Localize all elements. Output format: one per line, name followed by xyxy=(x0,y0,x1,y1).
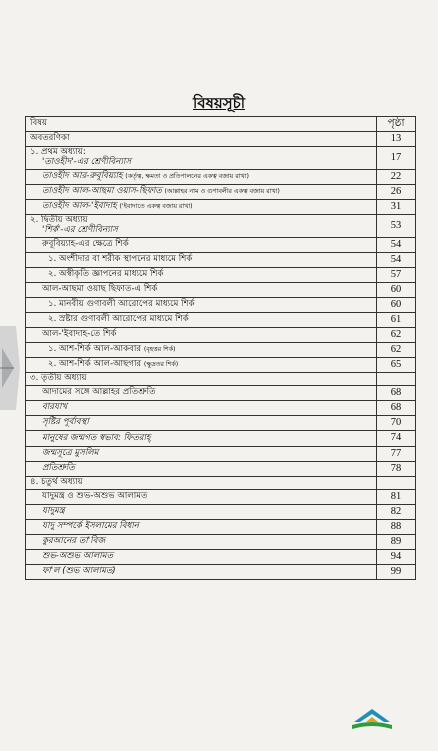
toc-entry-text: অবতরণিকা xyxy=(26,132,377,147)
toc-entry-text xyxy=(26,184,377,199)
toc-entry-text: ২. অস্বীকৃতি জ্ঞাপনের মাধ্যমে শির্ক xyxy=(26,267,377,282)
fountain-pen-watermark-icon xyxy=(0,318,22,418)
toc-row xyxy=(26,461,416,476)
toc-row xyxy=(26,298,416,313)
toc-page-number: 17 xyxy=(377,147,416,170)
toc-row xyxy=(26,386,416,401)
toc-page-number: 82 xyxy=(377,504,416,519)
table-of-contents xyxy=(25,116,416,580)
toc-entry-text: জন্মসূত্রে মুসলিম xyxy=(26,446,377,461)
toc-page-number: 89 xyxy=(377,534,416,549)
toc-row xyxy=(26,147,416,170)
toc-entry-text xyxy=(26,200,377,215)
toc-entry-text: যাদুমন্ত্র xyxy=(26,504,377,519)
entry-note: (বৃহত্তর শির্ক) xyxy=(143,346,176,354)
toc-page-number: 81 xyxy=(377,489,416,504)
toc-row xyxy=(26,267,416,282)
header-subject: বিষয় xyxy=(26,117,377,132)
chapter-heading: ২. দ্বিতীয় অধ্যায় xyxy=(30,215,88,226)
entry-note: (ক্ষুদ্রতর শির্ক) xyxy=(143,361,179,369)
toc-page-number: 62 xyxy=(377,328,416,343)
toc-row xyxy=(26,564,416,579)
toc-row xyxy=(26,283,416,298)
toc-entry-text: বারযাখ xyxy=(26,401,377,416)
toc-row xyxy=(26,343,416,358)
toc-row xyxy=(26,373,416,386)
toc-page-number xyxy=(377,373,416,386)
toc-row xyxy=(26,549,416,564)
toc-entry-text xyxy=(26,215,377,238)
toc-entry-text: ১. মানবীয় গুণাবলী আরোপের মাধ্যমে শির্ক xyxy=(26,298,377,313)
toc-row xyxy=(26,489,416,504)
toc-row xyxy=(26,200,416,215)
toc-page-number: 53 xyxy=(377,215,416,238)
toc-entry-text xyxy=(26,358,377,373)
toc-row xyxy=(26,237,416,252)
entry-title: তাওহীদ আল-'ইবাদাহ xyxy=(42,201,117,212)
toc-page-number xyxy=(377,476,416,489)
entry-title: ২. আশ-শির্ক আল-আছগার xyxy=(48,359,142,370)
toc-entry-text: যাদুমন্ত্র ও শুভ-অশুভ আলামত xyxy=(26,489,377,504)
toc-entry-text: আল-আছমা ওয়াছ ছিফাত-এ শির্ক xyxy=(26,283,377,298)
toc-entry-text: প্রতিশ্রুতি xyxy=(26,461,377,476)
entry-title: তাওহীদ আর-রুবূবিয়্যাহ xyxy=(42,170,123,181)
toc-page-number: 65 xyxy=(377,358,416,373)
publisher-logo-icon xyxy=(350,706,394,732)
chapter-subtitle: 'তাওহীদ'-এর শ্রেণীবিন্যাস xyxy=(42,157,131,167)
toc-row xyxy=(26,358,416,373)
header-page: পৃষ্ঠা xyxy=(377,117,416,132)
toc-page-number: 78 xyxy=(377,461,416,476)
toc-entry-text: সৃষ্টির পূর্বাবস্থা xyxy=(26,416,377,431)
toc-entry-text: ৩. তৃতীয় অধ্যায় xyxy=(26,373,377,386)
toc-row xyxy=(26,313,416,328)
toc-entry-text: ৪. চতুর্থ অধ্যায় xyxy=(26,476,377,489)
entry-title: ১. আশ-শির্ক আল-আকবার xyxy=(48,344,142,355)
table-header-row xyxy=(26,117,416,132)
toc-page-number: 74 xyxy=(377,431,416,446)
toc-entry-text: ১. অংশীদার বা শরীক স্থাপনের মাধ্যমে শির্ক xyxy=(26,252,377,267)
toc-entry-text xyxy=(26,147,377,170)
entry-note: (কর্তৃত্ব, ক্ষমতা ও প্রতিপালনের একত্ব বজায় রাখা) xyxy=(125,172,249,180)
toc-entry-text: শুভ-অশুভ আলামত xyxy=(26,549,377,564)
toc-row xyxy=(26,534,416,549)
toc-page-number: 68 xyxy=(377,401,416,416)
toc-page-number: 54 xyxy=(377,252,416,267)
toc-page-number: 88 xyxy=(377,519,416,534)
toc-page-number: 22 xyxy=(377,169,416,184)
toc-row xyxy=(26,169,416,184)
chapter-heading: ১. প্রথম অধ্যায়: xyxy=(30,147,86,158)
toc-row xyxy=(26,328,416,343)
toc-entry-text xyxy=(26,169,377,184)
toc-entry-text: ২. স্রষ্টার গুণাবলী আরোপের মাধ্যমে শির্ক xyxy=(26,313,377,328)
toc-page-number: 99 xyxy=(377,564,416,579)
entry-title: তাওহীদ আল-আছমা ওয়াস-ছিফাত xyxy=(42,186,162,197)
toc-page-number: 13 xyxy=(377,132,416,147)
toc-row xyxy=(26,431,416,446)
toc-page-number: 77 xyxy=(377,446,416,461)
toc-entry-text: রুবূবিয়্যাহ-এর ক্ষেত্রে শির্ক xyxy=(26,237,377,252)
chapter-subtitle: 'শির্ক'-এর শ্রেণীবিন্যাস xyxy=(42,224,118,235)
toc-entry-text: আল-'ইবাদাহ-তে শির্ক xyxy=(26,328,377,343)
toc-page-number: 68 xyxy=(377,386,416,401)
entry-note: ('ইবাদাতে একত্ব বজায় রাখা) xyxy=(119,203,193,211)
toc-page-number: 57 xyxy=(377,267,416,282)
toc-entry-text: আদামের সঙ্গে আল্লাহর প্রতিশ্রুতি xyxy=(26,386,377,401)
toc-row xyxy=(26,416,416,431)
toc-row xyxy=(26,184,416,199)
toc-row xyxy=(26,401,416,416)
page-title: বিষয়সূচী xyxy=(192,94,246,112)
toc-entry-text: ফা'ল (শুভ আলামত) xyxy=(26,564,377,579)
toc-entry-text: যাদু সম্পর্কে ইসলামের বিধান xyxy=(26,519,377,534)
toc-row xyxy=(26,519,416,534)
toc-row xyxy=(26,476,416,489)
toc-row xyxy=(26,132,416,147)
toc-page-number: 54 xyxy=(377,237,416,252)
entry-note: (আল্লাহর নাম ও গুণাবলীর একত্ব বজায় রাখা) xyxy=(164,188,280,196)
toc-entry-text: কুরআনের তা'বিজ xyxy=(26,534,377,549)
toc-page-number: 94 xyxy=(377,549,416,564)
toc-row xyxy=(26,252,416,267)
toc-row xyxy=(26,215,416,238)
toc-page-number: 60 xyxy=(377,298,416,313)
toc-page-number: 26 xyxy=(377,184,416,199)
toc-row xyxy=(26,446,416,461)
toc-page-number: 62 xyxy=(377,343,416,358)
toc-entry-text: মানুষের জন্মগত স্বভাব: ফিতরাহ্ xyxy=(26,431,377,446)
toc-page-number: 60 xyxy=(377,283,416,298)
toc-row xyxy=(26,504,416,519)
toc-page-number: 70 xyxy=(377,416,416,431)
toc-page-number: 61 xyxy=(377,313,416,328)
toc-page-number: 31 xyxy=(377,200,416,215)
toc-entry-text xyxy=(26,343,377,358)
